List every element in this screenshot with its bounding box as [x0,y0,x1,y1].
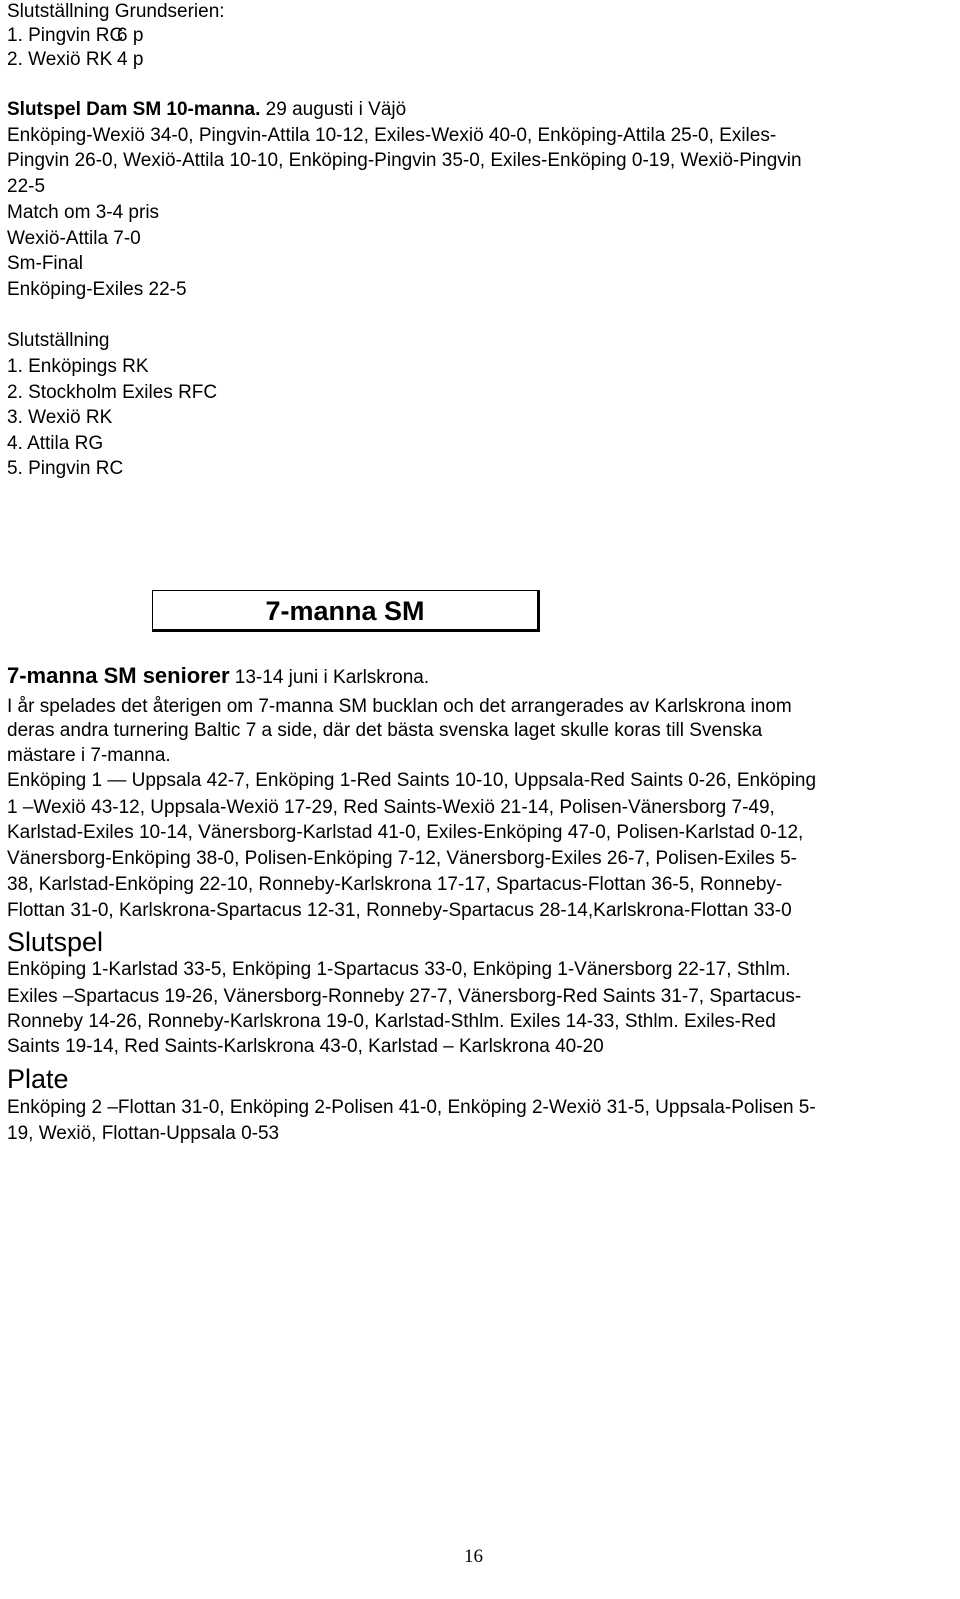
standings-item: 2. Stockholm Exiles RFC [7,382,218,403]
plate-heading: Plate [7,1064,69,1094]
bronze-label: Match om 3-4 pris [7,202,160,223]
page-number: 16 [464,1546,483,1567]
team-points: 6 p [117,25,144,46]
bronze-result: Wexiö-Attila 7-0 [7,228,141,249]
standings-item: 3. Wexiö RK [7,407,113,428]
intro-line: deras andra turnering Baltic 7 a side, där det bästa svenska laget skulle koras till Svenska [7,720,763,741]
standings-item: 1. Enköpings RK [7,356,149,377]
team-points: 4 p [117,49,144,70]
plate-result-line: Enköping 2 –Flottan 31-0, Enköping 2-Polisen 41-0, Enköping 2-Wexiö 31-5, Uppsala-Polisen 5- [7,1097,816,1118]
standings-item: 4. Attila RG [7,433,104,454]
team-place: 1. Pingvin RC [7,25,124,46]
intro-line: mästare i 7-manna. [7,745,171,766]
sevens-heading-line [7,664,429,690]
plate-result-line: 19, Wexiö, Flottan-Uppsala 0-53 [7,1123,280,1144]
dam-result-line: Pingvin 26-0, Wexiö-Attila 10-10, Enköping-Pingvin 35-0, Exiles-Enköping 0-19, Wexiö-Pingvin [7,150,802,171]
slutspel-result-line: Ronneby 14-26, Ronneby-Karlskrona 19-0, Karlstad-Sthlm. Exiles 14-33, Sthlm. Exiles-Red [7,1011,776,1032]
dam-heading-line [7,98,406,122]
group-result-line: Flottan 31-0, Karlskrona-Spartacus 12-31, Ronneby-Spartacus 28-14,Karlskrona-Flottan 33-0 [7,900,792,921]
group-result-line: 38, Karlstad-Enköping 22-10, Ronneby-Karlskrona 17-17, Spartacus-Flottan 36-5, Ronneby- [7,874,783,895]
grundserien-row [7,48,143,72]
slutspel-heading: Slutspel [7,927,104,957]
slutspel-result-line: Enköping 1-Karlstad 33-5, Enköping 1-Spartacus 33-0, Enköping 1-Vänersborg 22-17, Sthlm. [7,959,791,980]
intro-line: I år spelades det återigen om 7-manna SM bucklan och det arrangerades av Karlskrona inom [7,696,792,717]
grundserien-heading: Slutställning Grundserien: [7,1,225,22]
dam-date: 29 augusti i Väjö [260,99,407,120]
sevens-heading: 7-manna SM seniorer [7,663,230,688]
section-title-box: 7-manna SM [152,590,540,632]
group-result-line: Enköping 1 — Uppsala 42-7, Enköping 1-Red Saints 10-10, Uppsala-Red Saints 0-26, Enköping [7,770,817,791]
slutspel-result-line: Saints 19-14, Red Saints-Karlskrona 43-0, Karlstad – Karlskrona 40-20 [7,1036,604,1057]
dam-result-line: Enköping-Wexiö 34-0, Pingvin-Attila 10-12, Exiles-Wexiö 40-0, Enköping-Attila 25-0, Exiles- [7,125,777,146]
group-result-line: Karlstad-Exiles 10-14, Vänersborg-Karlstad 41-0, Exiles-Enköping 47-0, Polisen-Karlstad 0-12, [7,822,804,843]
dam-result-line: 22-5 [7,176,46,197]
sevens-date: 13-14 juni i Karlskrona. [229,667,430,688]
standings-heading: Slutställning [7,330,110,351]
grundserien-row [7,24,143,48]
group-result-line: 1 –Wexiö 43-12, Uppsala-Wexiö 17-29, Red Saints-Wexiö 21-14, Polisen-Vänersborg 7-49, [7,797,775,818]
slutspel-result-line: Exiles –Spartacus 19-26, Vänersborg-Ronneby 27-7, Vänersborg-Red Saints 31-7, Spartacus- [7,986,802,1007]
group-result-line: Vänersborg-Enköping 38-0, Polisen-Enköping 7-12, Vänersborg-Exiles 26-7, Polisen-Exiles 5- [7,848,797,869]
dam-heading: Slutspel Dam SM 10-manna. [7,99,261,120]
standings-item: 5. Pingvin RC [7,458,124,479]
final-label: Sm-Final [7,253,84,274]
final-result: Enköping-Exiles 22-5 [7,279,187,300]
team-place: 2. Wexiö RK [7,49,113,70]
